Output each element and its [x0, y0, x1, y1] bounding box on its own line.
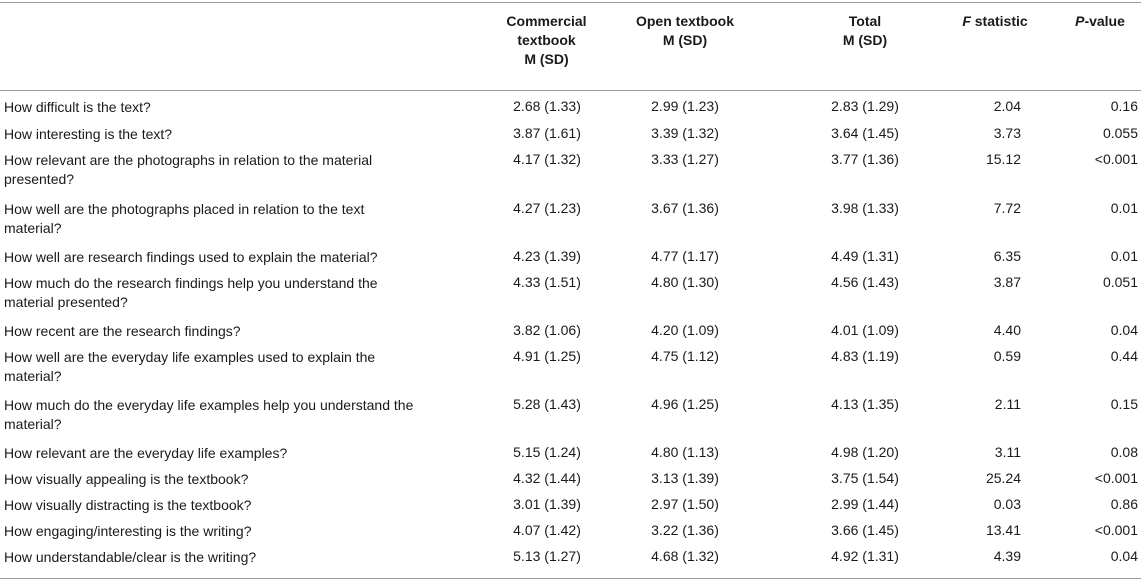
header-rule [0, 90, 1141, 91]
commercial-cell: 3.82 (1.06) [513, 322, 581, 338]
header-commercial-textbook [480, 12, 613, 69]
f-statistic-cell: 3.87 [993, 274, 1021, 290]
header-line: Total [848, 13, 882, 29]
open-cell: 2.99 (1.23) [651, 98, 719, 114]
question-line: presented? [4, 171, 75, 187]
f-statistic-cell: 4.39 [993, 548, 1021, 564]
total-cell: 4.13 (1.35) [831, 396, 899, 412]
commercial-cell: 2.68 (1.33) [513, 98, 581, 114]
question-cell [4, 522, 474, 541]
open-cell: 4.77 (1.17) [651, 248, 719, 264]
question-line: How engaging/interesting is the writing? [4, 523, 252, 539]
total-cell: 4.83 (1.19) [831, 348, 899, 364]
open-cell: 3.22 (1.36) [651, 522, 719, 538]
question-line: How well are research findings used to explain the material? [4, 249, 378, 265]
question-line: How well are the everyday life examples used to explain the [4, 349, 376, 365]
header-p-symbol: P [1075, 13, 1085, 29]
question-line: How difficult is the text? [4, 99, 151, 115]
p-value-cell: 0.01 [1110, 248, 1138, 264]
p-value-cell: 0.04 [1110, 322, 1138, 338]
f-statistic-cell: 3.73 [993, 125, 1021, 141]
header-f-symbol: F [962, 13, 971, 29]
header-total [800, 12, 930, 50]
commercial-cell: 4.27 (1.23) [513, 200, 581, 216]
header-line: M (SD) [524, 51, 569, 67]
total-cell: 4.01 (1.09) [831, 322, 899, 338]
question-line: How relevant are the everyday life examples? [4, 445, 288, 461]
header-line: textbook [517, 32, 576, 48]
open-cell: 4.80 (1.13) [651, 444, 719, 460]
question-line: How understandable/clear is the writing? [4, 549, 257, 565]
commercial-cell: 5.15 (1.24) [513, 444, 581, 460]
p-value-cell: 0.44 [1110, 348, 1138, 364]
f-statistic-cell: 2.04 [993, 98, 1021, 114]
header-line: Commercial [506, 13, 587, 29]
question-cell [4, 98, 474, 117]
question-cell [4, 396, 474, 434]
total-cell: 3.75 (1.54) [831, 470, 899, 486]
total-cell: 2.99 (1.44) [831, 496, 899, 512]
question-cell [4, 248, 474, 267]
open-cell: 3.67 (1.36) [651, 200, 719, 216]
commercial-cell: 4.33 (1.51) [513, 274, 581, 290]
f-statistic-cell: 13.41 [985, 522, 1021, 538]
question-line: material? [4, 368, 62, 384]
header-line: Open textbook [635, 13, 734, 29]
open-cell: 3.13 (1.39) [651, 470, 719, 486]
question-cell [4, 548, 474, 567]
header-line: M (SD) [842, 32, 888, 48]
total-cell: 4.98 (1.20) [831, 444, 899, 460]
question-line: How interesting is the text? [4, 126, 173, 142]
header-f-text: statistic [970, 13, 1028, 29]
question-cell [4, 348, 474, 386]
question-line: How recent are the research findings? [4, 323, 241, 339]
commercial-cell: 4.23 (1.39) [513, 248, 581, 264]
open-cell: 4.68 (1.32) [651, 548, 719, 564]
question-line: material? [4, 416, 62, 432]
f-statistic-cell: 0.59 [993, 348, 1021, 364]
question-line: How visually appealing is the textbook? [4, 471, 249, 487]
f-statistic-cell: 7.72 [993, 200, 1021, 216]
question-cell [4, 322, 474, 341]
open-cell: 4.20 (1.09) [651, 322, 719, 338]
f-statistic-cell: 3.11 [994, 444, 1021, 460]
question-line: material presented? [4, 294, 128, 310]
question-cell [4, 125, 474, 144]
p-value-cell: 0.15 [1110, 396, 1138, 412]
f-statistic-cell: 25.24 [985, 470, 1021, 486]
table-top-rule [0, 2, 1141, 3]
p-value-cell: 0.16 [1110, 98, 1138, 114]
p-value-cell: 0.01 [1110, 200, 1138, 216]
header-line: M (SD) [662, 32, 708, 48]
p-value-cell: 0.86 [1110, 496, 1138, 512]
p-value-cell: <0.001 [1094, 470, 1138, 486]
header-open-textbook [610, 12, 760, 50]
f-statistic-cell: 2.11 [994, 396, 1021, 412]
question-cell [4, 444, 474, 463]
p-value-cell: 0.04 [1110, 548, 1138, 564]
commercial-cell: 5.28 (1.43) [513, 396, 581, 412]
commercial-cell: 4.17 (1.32) [513, 151, 581, 167]
question-cell [4, 200, 474, 238]
total-cell: 4.56 (1.43) [831, 274, 899, 290]
commercial-cell: 4.91 (1.25) [513, 348, 581, 364]
question-line: How much do the everyday life examples help you understand the [4, 397, 414, 413]
commercial-cell: 4.07 (1.42) [513, 522, 581, 538]
f-statistic-cell: 15.12 [985, 151, 1021, 167]
question-cell [4, 496, 474, 515]
question-cell [4, 470, 474, 489]
p-value-cell: <0.001 [1094, 522, 1138, 538]
p-value-cell: <0.001 [1094, 151, 1138, 167]
open-cell: 2.97 (1.50) [651, 496, 719, 512]
total-cell: 3.66 (1.45) [831, 522, 899, 538]
header-f-statistic [940, 12, 1050, 31]
question-line: How relevant are the photographs in relation to the material [4, 152, 373, 168]
p-value-cell: 0.055 [1102, 125, 1138, 141]
commercial-cell: 3.01 (1.39) [513, 496, 581, 512]
total-cell: 4.92 (1.31) [831, 548, 899, 564]
total-cell: 3.98 (1.33) [831, 200, 899, 216]
total-cell: 2.83 (1.29) [831, 98, 899, 114]
total-cell: 3.64 (1.45) [831, 125, 899, 141]
commercial-cell: 3.87 (1.61) [513, 125, 581, 141]
question-line: How well are the photographs placed in relation to the text [4, 201, 365, 217]
commercial-cell: 4.32 (1.44) [513, 470, 581, 486]
f-statistic-cell: 4.40 [993, 322, 1021, 338]
open-cell: 3.39 (1.32) [651, 125, 719, 141]
question-cell [4, 274, 474, 312]
question-line: How visually distracting is the textbook? [4, 497, 252, 513]
p-value-cell: 0.051 [1102, 274, 1138, 290]
table-bottom-rule [0, 578, 1141, 579]
commercial-cell: 5.13 (1.27) [513, 548, 581, 564]
open-cell: 4.80 (1.30) [651, 274, 719, 290]
open-cell: 3.33 (1.27) [651, 151, 719, 167]
total-cell: 3.77 (1.36) [831, 151, 899, 167]
header-p-value [1060, 12, 1140, 31]
question-line: How much do the research findings help you understand the [4, 275, 378, 291]
p-value-cell: 0.08 [1110, 444, 1138, 460]
total-cell: 4.49 (1.31) [831, 248, 899, 264]
f-statistic-cell: 6.35 [993, 248, 1021, 264]
open-cell: 4.75 (1.12) [651, 348, 719, 364]
f-statistic-cell: 0.03 [993, 496, 1021, 512]
question-line: material? [4, 220, 62, 236]
open-cell: 4.96 (1.25) [651, 396, 719, 412]
header-p-text: -value [1084, 13, 1125, 29]
question-cell [4, 151, 474, 189]
